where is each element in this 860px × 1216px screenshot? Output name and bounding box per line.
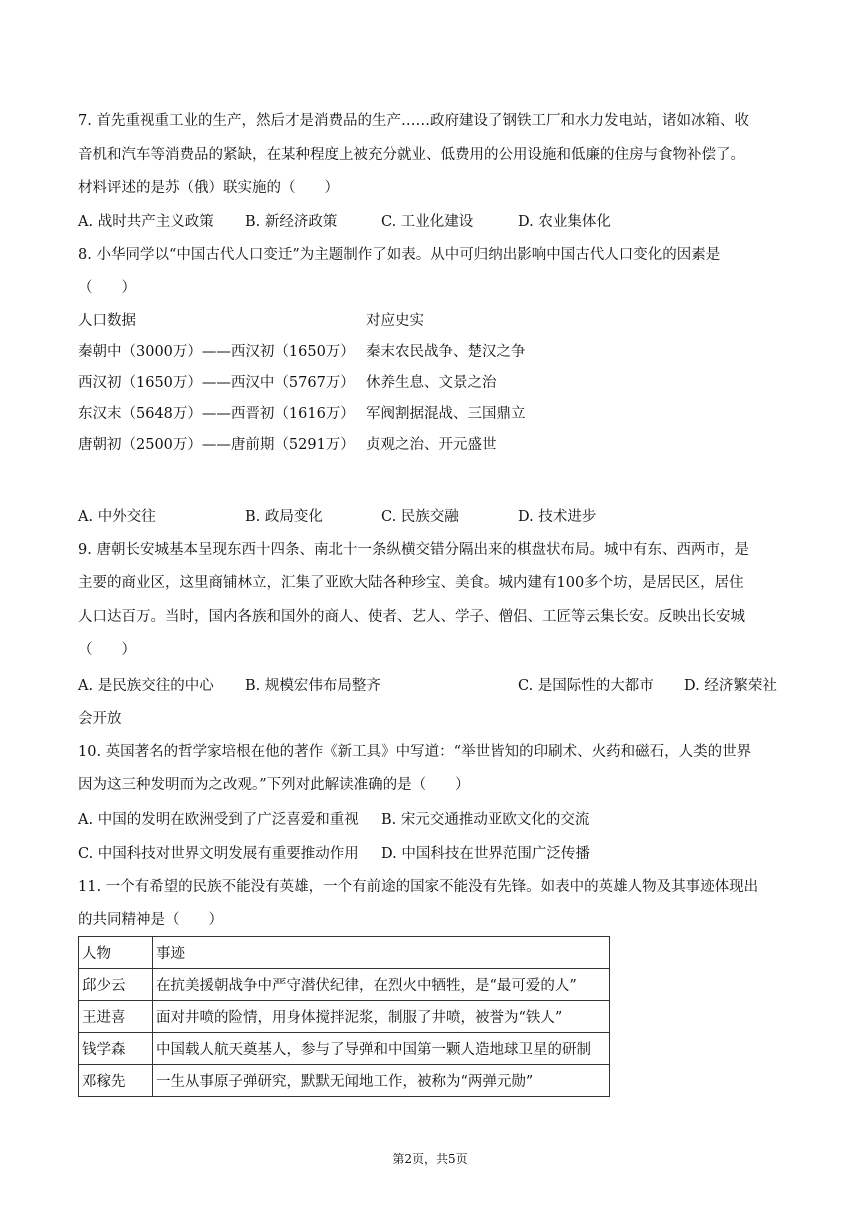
q9-option-d: D. 经济繁荣社 (684, 678, 777, 694)
q9-option-b: B. 规模宏伟布局整齐 (245, 678, 381, 694)
table-row (79, 1065, 610, 1097)
q8-row-2-history: 休养生息、文景之治 (366, 375, 497, 391)
q8-stem-line-2: （ ） (78, 280, 136, 296)
table-cell-deeds: 面对井喷的险情，用身体搅拌泥浆，制服了井喷，被誉为“铁人” (153, 1001, 610, 1033)
q8-option-a: A. 中外交往 (78, 509, 156, 525)
q10-option-c: C. 中国科技对世界文明发展有重要推动作用 (78, 846, 359, 862)
q8-row-4-population: 唐朝初（2500万）——唐前期（5291万） (78, 437, 355, 453)
q10-option-d: D. 中国科技在世界范围广泛传播 (381, 846, 590, 862)
q10-stem-line-1: 10. 英国著名的哲学家培根在他的著作《新工具》中写道：“举世皆知的印刷术、火药和磁石，人类的世界 (78, 744, 752, 760)
q11-stem-line-1: 11. 一个有希望的民族不能没有英雄，一个有前途的国家不能没有先锋。如表中的英雄人物及其事迹体现出 (78, 879, 759, 895)
q8-header-population: 人口数据 (78, 313, 136, 329)
q10-option-b: B. 宋元交通推动亚欧文化的交流 (381, 812, 590, 828)
q7-stem-line-3: 材料评述的是苏（俄）联实施的（ ） (78, 180, 339, 196)
table-header-person: 人物 (79, 937, 153, 969)
q7-option-b: B. 新经济政策 (245, 214, 338, 230)
q7-stem-line-2: 音机和汽车等消费品的紧缺，在某种程度上被充分就业、低费用的公用设施和低廉的住房与食物补偿了。 (78, 147, 745, 163)
table-cell-person: 钱学森 (79, 1033, 153, 1065)
q7-stem-line-1: 7. 首先重视重工业的生产，然后才是消费品的生产……政府建设了钢铁工厂和水力发电站，诸如冰箱、收 (78, 113, 749, 129)
q8-option-d: D. 技术进步 (518, 509, 597, 525)
q8-row-3-population: 东汉末（5648万）——西晋初（1616万） (78, 406, 355, 422)
q9-option-a: A. 是民族交往的中心 (78, 678, 214, 694)
q8-option-c: C. 民族交融 (381, 509, 459, 525)
q9-stem-line-4: （ ） (78, 642, 136, 658)
table-cell-deeds: 一生从事原子弹研究，默默无闻地工作，被称为“两弹元勋” (153, 1065, 610, 1097)
q9-option-d-wrap: 会开放 (78, 711, 122, 727)
q11-stem-line-2: 的共同精神是（ ） (78, 912, 223, 928)
q7-option-a: A. 战时共产主义政策 (78, 214, 214, 230)
table-cell-person: 邱少云 (79, 969, 153, 1001)
table-row (79, 1033, 610, 1065)
q10-option-a: A. 中国的发明在欧洲受到了广泛喜爱和重视 (78, 812, 359, 828)
q8-header-history: 对应史实 (366, 313, 424, 329)
q8-row-1-history: 秦末农民战争、楚汉之争 (366, 344, 526, 360)
q7-option-c: C. 工业化建设 (381, 214, 474, 230)
hero-table (78, 936, 610, 1097)
q8-option-b: B. 政局变化 (245, 509, 323, 525)
page-footer: 第2页，共5页 (392, 1152, 468, 1166)
q9-stem-line-3: 人口达百万。当时，国内各族和国外的商人、使者、艺人、学子、僧侣、工匠等云集长安。反映出长安城 (78, 609, 745, 625)
table-cell-person: 王进喜 (79, 1001, 153, 1033)
q9-stem-line-1: 9. 唐朝长安城基本呈现东西十四条、南北十一条纵横交错分隔出来的棋盘状布局。城中有东、西两市，是 (78, 542, 749, 558)
table-cell-deeds: 中国载人航天奠基人，参与了导弹和中国第一颗人造地球卫星的研制 (153, 1033, 610, 1065)
q9-option-c: C. 是国际性的大都市 (518, 678, 654, 694)
table-header-row (79, 937, 610, 969)
q8-row-3-history: 军阀割据混战、三国鼎立 (366, 406, 526, 422)
q9-stem-line-2: 主要的商业区，这里商铺林立，汇集了亚欧大陆各种珍宝、美食。城内建有100多个坊，是居民区，居住 (78, 575, 744, 591)
table-row (79, 1001, 610, 1033)
table-row (79, 969, 610, 1001)
q10-stem-line-2: 因为这三种发明而为之改观。”下列对此解读准确的是（ ） (78, 777, 470, 793)
q8-row-4-history: 贞观之治、开元盛世 (366, 437, 497, 453)
q8-stem-line-1: 8. 小华同学以“中国古代人口变迁”为主题制作了如表。从中可归纳出影响中国古代人口变化的因素是 (78, 247, 721, 263)
q8-row-2-population: 西汉初（1650万）——西汉中（5767万） (78, 375, 355, 391)
table-cell-person: 邓稼先 (79, 1065, 153, 1097)
table-header-deeds: 事迹 (153, 937, 610, 969)
q7-option-d: D. 农业集体化 (518, 214, 611, 230)
q8-row-1-population: 秦朝中（3000万）——西汉初（1650万） (78, 344, 355, 360)
table-cell-deeds: 在抗美援朝战争中严守潜伏纪律，在烈火中牺牲，是“最可爱的人” (153, 969, 610, 1001)
